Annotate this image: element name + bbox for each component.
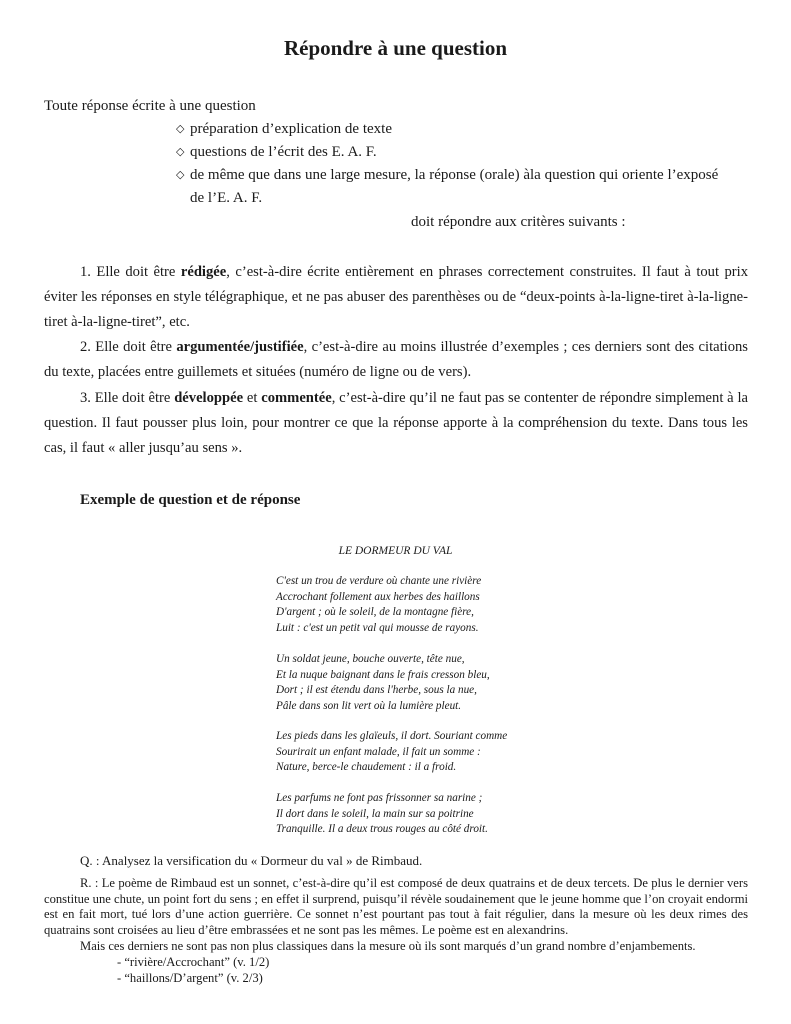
poem-line: Et la nuque baignant dans le frais cresson bleu,	[276, 668, 490, 681]
poem-stanza	[276, 729, 507, 776]
answer-follow: Mais ces derniers ne sont pas non plus classiques dans la mesure où ils sont marqués d’un grand nombre d’enjambements.	[80, 939, 696, 953]
intro-item: ◇ de même que dans une large mesure, la réponse (orale) àla question qui oriente l’exposé	[176, 164, 748, 187]
diamond-bullet-icon: ◇	[176, 123, 185, 135]
poem-line: C'est un trou de verdure où chante une rivière	[276, 575, 482, 587]
diamond-bullet-icon: ◇	[176, 146, 185, 158]
intro-conclusion: doit répondre aux critères suivants :	[411, 214, 626, 230]
poem-line: Accrochant follement aux herbes des haillons	[276, 590, 480, 603]
poem-line: Les parfums ne font pas frissonner sa narine ;	[276, 792, 483, 804]
answer-example: - “haillons/D’argent” (v. 2/3)	[117, 971, 263, 985]
answer: R. : Le poème de Rimbaud est un sonnet, c’est-à-dire qu’il est composé de deux quatrains et de deux tercets. De plus le dernier vers constitue une chute, un point fort du sens ; en effet il surprend, puisqu’il révèle soudainement que le jeune homme que l’on croyait endormi est en fait mort, tué lors d’une action guerrière. Ce sonnet n’est pourtant pas tout à fait régulier, dans la mesure où les deux rimes des quatrains sont croisées au lieu d’être embrassées et ne sont pas les mêmes. Le poème est en alexandrins.	[44, 876, 748, 937]
poem-line: Pâle dans son lit vert où la lumière pleut.	[276, 699, 462, 712]
intro-item-continuation: de l’E. A. F.	[190, 190, 263, 206]
poem-line: Un soldat jeune, bouche ouverte, tête nue,	[276, 653, 465, 665]
poem-line: Les pieds dans les glaïeuls, il dort. Souriant comme	[276, 730, 508, 742]
poem-line: Tranquille. Il a deux trous rouges au côté droit.	[276, 823, 488, 835]
diamond-bullet-icon: ◇	[176, 169, 185, 181]
criterion-1: 1. Elle doit être rédigée, c’est-à-dire écrite entièrement en phrases correctement construites. Il faut à tout prix éviter les réponses en style télégraphique, et ne pas abuser des parenthèses ou de “deux-points à-la-ligne-tiret à-la-ligne-tiret à-la-ligne-tiret”, etc.	[44, 264, 748, 330]
poem-stanza	[276, 574, 481, 636]
poem-stanza	[276, 652, 490, 714]
poem-line: Il dort dans le soleil, la main sur sa poitrine	[276, 807, 474, 820]
poem-stanza	[276, 791, 488, 838]
poem-line: Luit : c'est un petit val qui mousse de rayons.	[276, 621, 479, 634]
poem-line: Sourirait un enfant malade, il fait un somme :	[276, 745, 481, 758]
poem-line: Dort ; il est étendu dans l'herbe, sous la nue,	[276, 684, 477, 696]
question: Q. : Analysez la versification du « Dormeur du val » de Rimbaud.	[80, 853, 423, 868]
answer-example: - “rivière/Accrochant” (v. 1/2)	[117, 955, 270, 969]
criterion-3: 3. Elle doit être développée et commentée, c’est-à-dire qu’il ne faut pas se contenter de répondre simplement à la question. Il faut pousser plus loin, pour montrer ce que la réponse apporte à la compréhension du texte. Dans tous les cas, il faut « aller jusqu’au sens ».	[44, 390, 748, 456]
poem-title: LE DORMEUR DU VAL	[338, 545, 453, 557]
poem-line: D'argent ; où le soleil, de la montagne fière,	[276, 606, 474, 618]
intro-item: ◇ questions de l’écrit des E. A. F.	[176, 141, 377, 164]
intro-item: ◇ préparation d’explication de texte	[176, 118, 392, 141]
page-title: Répondre à une question	[283, 36, 508, 60]
poem-line: Nature, berce-le chaudement : il a froid.	[276, 761, 457, 773]
intro-lead: Toute réponse écrite à une question	[44, 98, 256, 114]
example-heading: Exemple de question et de réponse	[80, 492, 301, 508]
criterion-2: 2. Elle doit être argumentée/justifiée, c’est-à-dire au moins illustrée d’exemples ; ces derniers sont des citations du texte, placées entre guillemets et situées (numéro de ligne ou de vers).	[44, 339, 748, 380]
